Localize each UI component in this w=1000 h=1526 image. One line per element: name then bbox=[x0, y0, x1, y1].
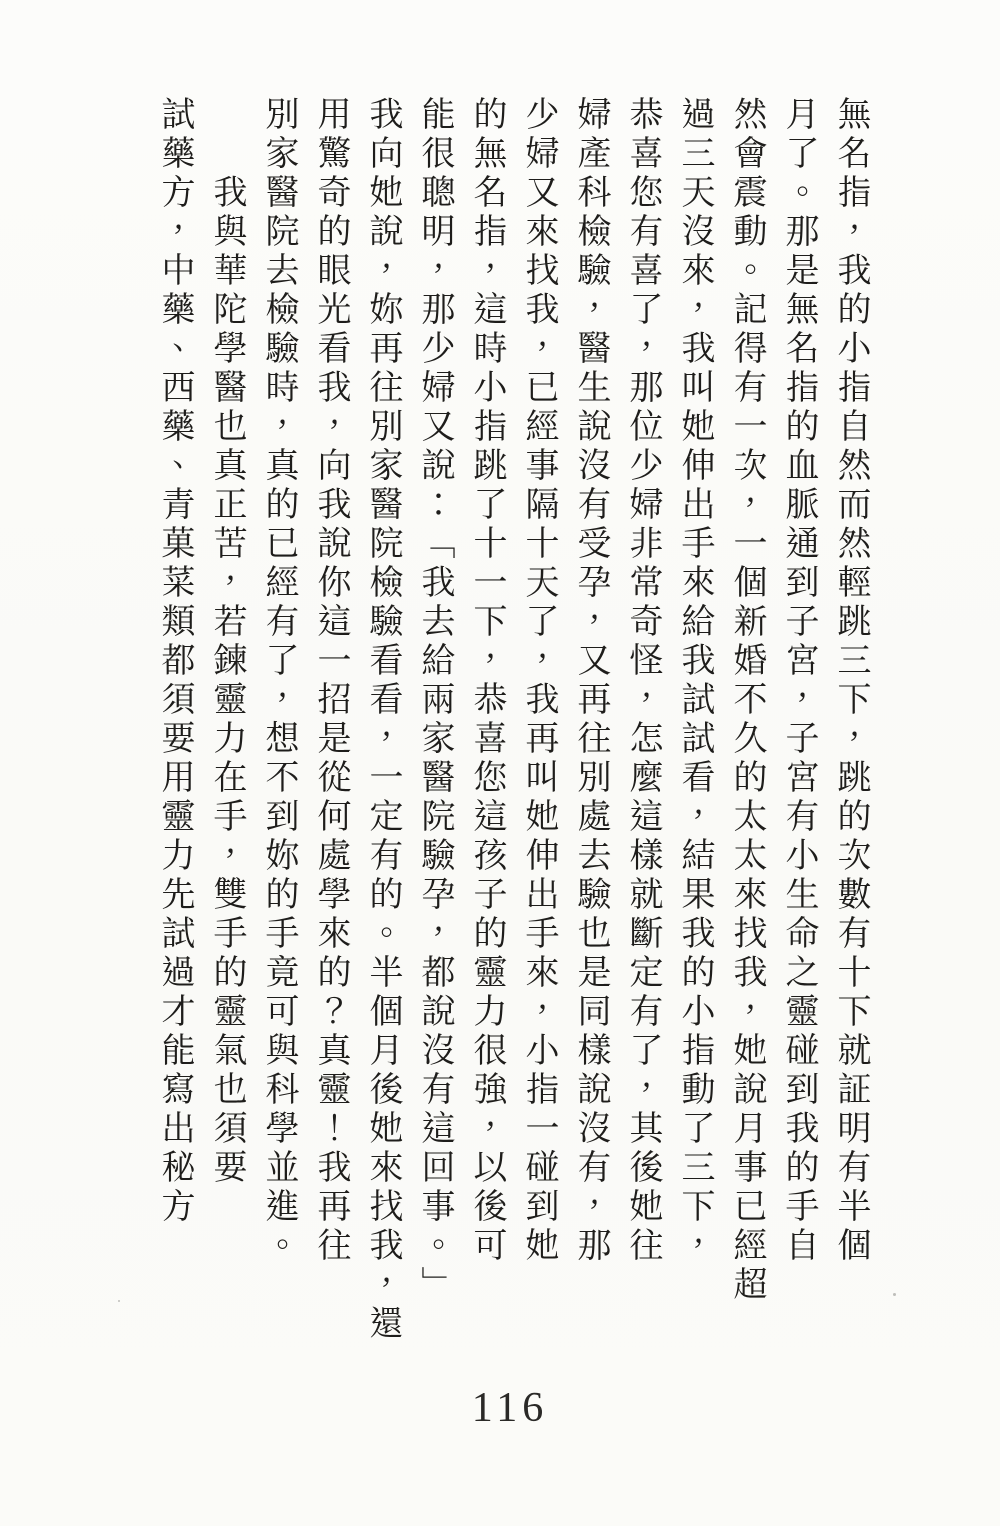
text-column-4: 過三天沒來，我叫她伸出手來給我試試看，結果我的小指動了三下， bbox=[676, 96, 713, 1266]
page-number: 116 bbox=[471, 1385, 549, 1431]
text-column-3: 然會震動。記得有一次，一個新婚不久的太太來找我，她說月事已經超 bbox=[728, 96, 765, 1305]
text-column-11: 用驚奇的眼光看我，向我說你這一招是從何處學來的？真靈！我再往 bbox=[312, 96, 349, 1266]
text-column-8: 的無名指，這時小指跳了十一下，恭喜您這孩子的靈力很強，以後可 bbox=[468, 96, 505, 1266]
text-column-10: 我向她說，妳再往別家醫院檢驗看看，一定有的。半個月後她來找我，還 bbox=[364, 96, 401, 1344]
text-column-5: 恭喜您有喜了，那位少婦非常奇怪，怎麼這樣就斷定有了，其後她往 bbox=[624, 96, 661, 1266]
text-column-13: 我與華陀學醫也真正苦，若鍊靈力在手，雙手的靈氣也須要 bbox=[208, 96, 245, 1188]
text-column-9: 能很聰明，那少婦又說：「我去給兩家醫院驗孕，都說沒有這回事。」 bbox=[416, 96, 453, 1305]
text-column-1: 無名指，我的小指自然而然輕跳三下，跳的次數有十下就証明有半個 bbox=[832, 96, 869, 1266]
text-column-12: 別家醫院去檢驗時，真的已經有了，想不到妳的手竟可與科學並進。 bbox=[260, 96, 297, 1266]
vertical-text-block bbox=[148, 96, 876, 1344]
text-column-14: 試藥方，中藥、西藥、青菓菜類都須要用靈力先試過才能寫出秘方 bbox=[156, 96, 193, 1227]
scan-speckle bbox=[118, 1300, 120, 1302]
text-column-6: 婦產科檢驗，醫生說沒有受孕，又再往別處去驗也是同樣說沒有，那 bbox=[572, 96, 609, 1266]
scan-speckle bbox=[893, 1293, 896, 1296]
text-column-7: 少婦又來找我，已經事隔十天了，我再叫她伸出手來，小指一碰到她 bbox=[520, 96, 557, 1266]
text-column-2: 月了。那是無名指的血脈通到子宮，子宮有小生命之靈碰到我的手自 bbox=[780, 96, 817, 1266]
